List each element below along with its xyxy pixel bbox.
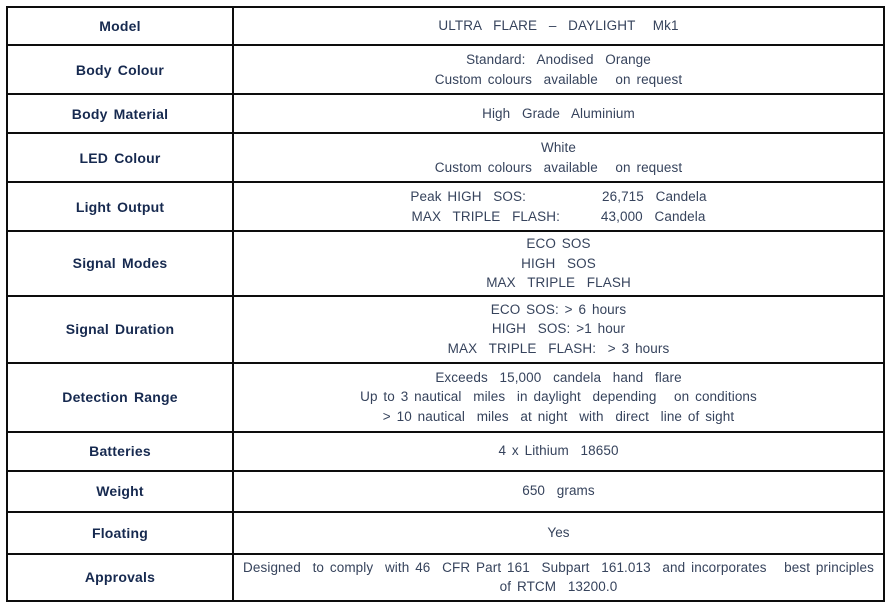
row-value-detection-range bbox=[234, 364, 883, 431]
row-value-batteries bbox=[234, 433, 883, 470]
value-line: Designed to comply with 46 CFR Part 161 Subpart 161.013 and incorporates best principles bbox=[243, 559, 874, 575]
row-label-signal-duration bbox=[8, 297, 234, 362]
row-label-body-material bbox=[8, 95, 234, 132]
value-line: ULTRA FLARE – DAYLIGHT Mk1 bbox=[438, 18, 679, 34]
row-label-led-colour bbox=[8, 134, 234, 181]
row-label-approvals bbox=[8, 555, 234, 600]
label-text: Signal Modes bbox=[72, 255, 168, 272]
table-row-signal-modes bbox=[8, 230, 883, 295]
value-line: Peak HIGH SOS: 26,715 Candela bbox=[410, 189, 707, 204]
row-label-model bbox=[8, 8, 234, 44]
value-line: 4 x Lithium 18650 bbox=[498, 443, 619, 459]
label-text: Batteries bbox=[89, 443, 151, 459]
table-row-model bbox=[8, 8, 883, 44]
row-value-signal-modes bbox=[234, 232, 883, 295]
value-line: ECO SOS: > 6 hours bbox=[490, 301, 627, 317]
label-text: LED Colour bbox=[79, 149, 161, 166]
value-line: > 10 nautical miles at night with direct line of sight bbox=[382, 408, 735, 424]
label-text: Detection Range bbox=[62, 389, 178, 405]
table-row-body-colour bbox=[8, 44, 883, 93]
table-row-body-material bbox=[8, 93, 883, 132]
row-value-led-colour bbox=[234, 134, 883, 181]
row-value-approvals bbox=[234, 555, 883, 600]
table-row-approvals bbox=[8, 553, 883, 600]
row-label-light-output bbox=[8, 183, 234, 230]
value-line: MAX TRIPLE FLASH: > 3 hours bbox=[447, 340, 670, 356]
table-row-detection-range bbox=[8, 362, 883, 431]
row-label-signal-modes bbox=[8, 232, 234, 295]
row-label-weight bbox=[8, 472, 234, 511]
label-text: Body Colour bbox=[75, 61, 165, 78]
value-line: High Grade Aluminium bbox=[482, 105, 635, 121]
value-line: MAX TRIPLE FLASH bbox=[486, 275, 631, 290]
row-label-batteries bbox=[8, 433, 234, 470]
table-row-batteries bbox=[8, 431, 883, 470]
value-line: HIGH SOS: >1 hour bbox=[491, 321, 626, 337]
value-line: White bbox=[540, 140, 576, 155]
value-line: MAX TRIPLE FLASH: 43,000 Candela bbox=[411, 208, 706, 224]
table-row-led-colour bbox=[8, 132, 883, 181]
row-label-floating bbox=[8, 513, 234, 553]
table-row-weight bbox=[8, 470, 883, 511]
label-text: Signal Duration bbox=[65, 321, 175, 337]
row-label-detection-range bbox=[8, 364, 234, 431]
value-line: 650 grams bbox=[522, 483, 595, 499]
label-text: Light Output bbox=[75, 198, 165, 215]
label-text: Model bbox=[99, 18, 141, 34]
label-text: Floating bbox=[91, 524, 149, 541]
spec-table bbox=[6, 6, 885, 602]
row-value-body-colour bbox=[234, 46, 883, 93]
row-value-light-output bbox=[234, 183, 883, 230]
label-text: Body Material bbox=[71, 105, 169, 122]
row-value-signal-duration bbox=[234, 297, 883, 362]
value-line: of RTCM 13200.0 bbox=[499, 579, 618, 594]
row-value-model bbox=[234, 8, 883, 44]
value-line: Custom colours available on request bbox=[434, 71, 683, 87]
value-line: Up to 3 nautical miles in daylight depending on conditions bbox=[360, 389, 757, 405]
row-value-body-material bbox=[234, 95, 883, 132]
table-row-light-output bbox=[8, 181, 883, 230]
label-text: Approvals bbox=[84, 569, 156, 585]
row-value-weight bbox=[234, 472, 883, 511]
value-line: Yes bbox=[547, 524, 570, 540]
table-row-floating bbox=[8, 511, 883, 553]
row-value-floating bbox=[234, 513, 883, 553]
table-row-signal-duration bbox=[8, 295, 883, 362]
label-text: Weight bbox=[96, 483, 144, 499]
value-line: Custom colours available on request bbox=[434, 159, 683, 175]
value-line: ECO SOS bbox=[526, 236, 591, 251]
row-label-body-colour bbox=[8, 46, 234, 93]
value-line: Exceeds 15,000 candela hand flare bbox=[435, 369, 682, 385]
value-line: Standard: Anodised Orange bbox=[466, 52, 651, 67]
value-line: HIGH SOS bbox=[521, 255, 596, 271]
